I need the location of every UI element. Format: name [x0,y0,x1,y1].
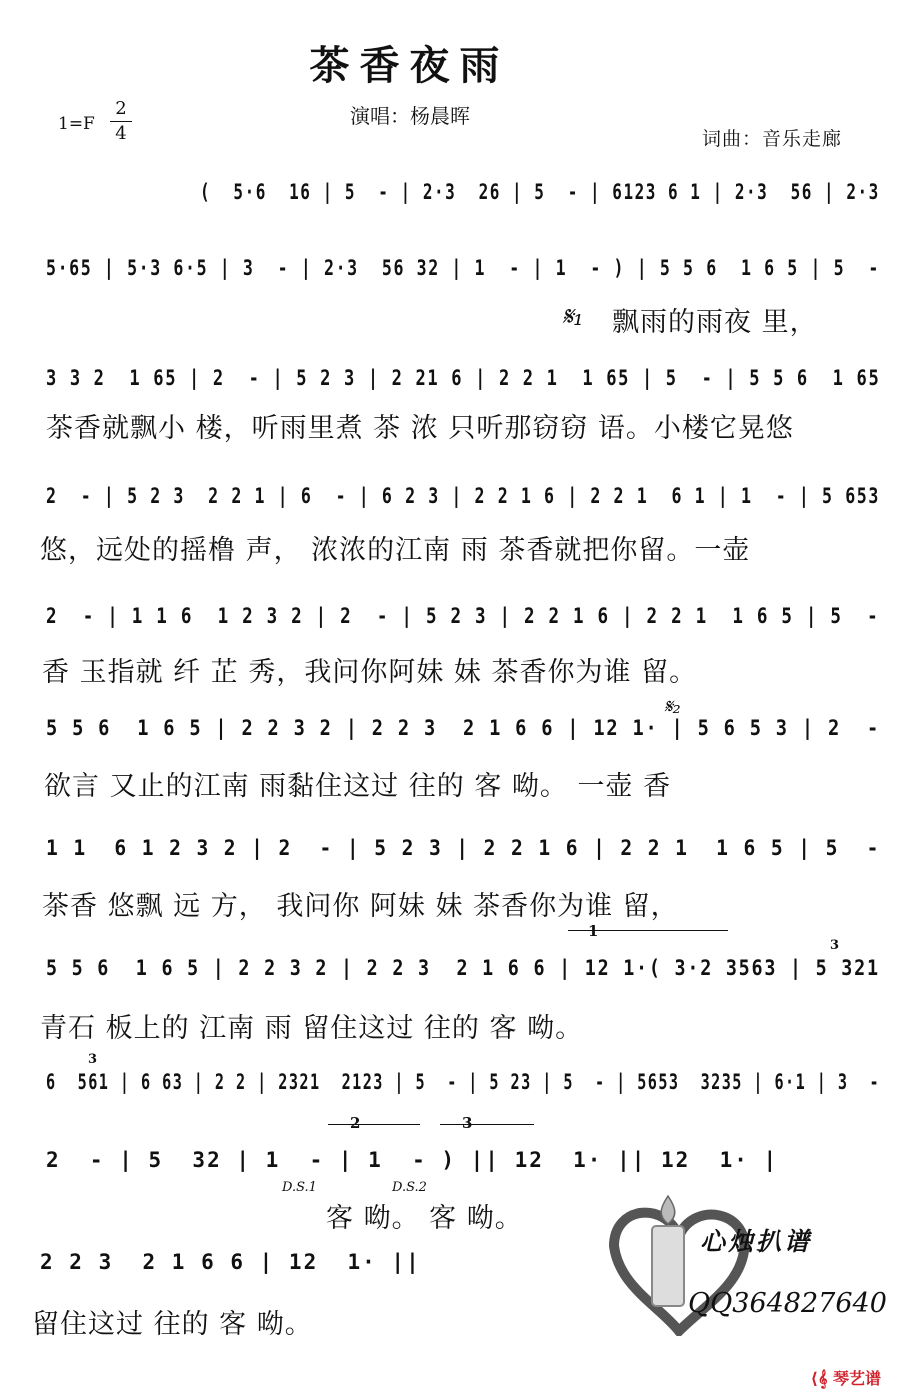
segno-1-mark: 𝄋₁ [562,302,584,332]
notes-line-5: 2 - | 1 1 6 1 2 3 2 | 2 - | 5 2 3 | 2 2 1 6 | 2 2 1 1 6 5 | 5 - [46,604,880,628]
segno-2-mark: 𝄋₂ [664,694,681,718]
triplet-mark-2: 3 [88,1052,98,1067]
composer-credit: 词曲：音乐走廊 [702,128,843,150]
score-line-9 [0,1070,899,1120]
volta-3-bracket [440,1124,534,1125]
lyrics-line-4: 悠，远处的摇橹 声， 浓浓的江南 雨 茶香就把你留。一壶 [40,535,751,566]
time-signature-top: 2 [115,98,127,119]
notes-line-4: 2 - | 5 2 3 2 2 1 | 6 - | 6 2 3 | 2 2 1 6 | 2 2 1 6 1 | 1 - | 5 653 [46,484,880,508]
notes-line-8: 5 5 6 1 6 5 | 2 2 3 2 | 2 2 3 2 1 6 6 | 12 1·( 3·2 3563 | 5 321 [46,956,880,980]
score-line-6 [0,716,899,766]
score-line-8 [0,956,899,1006]
score-line-10 [0,1148,899,1198]
score-line-5 [0,604,899,654]
lyrics-line-3: 茶香就飘小 楼，听雨里煮 茶 浓 只听那窃窃 语。小楼它晃悠 [46,413,794,444]
volta-2-bracket [328,1124,420,1125]
time-signature-bottom: 4 [115,123,127,144]
lyrics-line-11: 留住这过 往的 客 呦。 [32,1309,313,1340]
notes-line-2: 5·65 | 5·3 6·5 | 3 - | 2·3 56 32 | 1 - | 1 - ) | 5 5 6 1 6 5 | 5 - [46,256,880,280]
lyrics-line-2: 飘雨的雨夜 里， [612,307,818,338]
notes-line-3: 3 3 2 1 65 | 2 - | 5 2 3 | 2 21 6 | 2 2 1 1 65 | 5 - | 5 5 6 1 65 [46,366,881,390]
time-signature [110,98,132,145]
lyrics-line-7: 茶香 悠飘 远 方， 我问你 阿妹 妹 茶香你为谁 留， [42,891,679,922]
time-signature-line [110,121,132,122]
notes-line-10: 2 - | 5 32 | 1 - | 1 - ) || 12 1· || 12 1· | [46,1148,779,1172]
singer-credit: 演唱：杨晨晖 [350,104,470,128]
ds1-mark: D.S.1 [282,1180,317,1195]
notes-line-6: 5 5 6 1 6 5 | 2 2 3 2 | 2 2 3 2 1 6 6 | 12 1· | 5 6 5 3 | 2 - [46,716,881,740]
volta-3-number: 3 [462,1114,473,1132]
brand-logo [811,1366,881,1389]
logo-text: 心烛扒谱 [700,1227,813,1256]
key-signature: 1=F [58,114,95,134]
lyrics-line-6: 欲言 又止的江南 雨黏住这过 往的 客 呦。 一壶 香 [44,771,672,802]
volta-1-number: 1 [588,922,599,940]
volta-2-number: 2 [350,1114,361,1132]
brand-text: 琴艺谱 [832,1369,881,1388]
lyrics-line-5: 香 玉指就 纤 芷 秀，我问你阿妹 妹 茶香你为谁 留。 [42,657,698,688]
score-line-4 [0,484,899,534]
brand-icon: ⟨𝄞 [810,1369,828,1388]
notes-line-7: 1 1 6 1 2 3 2 | 2 - | 5 2 3 | 2 2 1 6 | 2 2 1 1 6 5 | 5 - [46,836,881,860]
notes-line-9: 6 561 | 6 63 | 2 2 | 2321 2123 | 5 - | 5 23 | 5 - | 5653 3235 | 6·1 | 3 - [46,1070,881,1094]
triplet-mark-1: 3 [830,938,840,953]
notes-line-1: ( 5·6 16 | 5 - | 2·3 26 | 5 - | 6123 6 1 | 2·3 56 | 2·3 [200,180,880,204]
qq-contact: QQ364827640 [688,1288,887,1319]
ds2-mark: D.S.2 [392,1180,427,1195]
lyrics-line-10: 客 呦。 客 呦。 [326,1203,523,1234]
lyrics-line-8: 青石 板上的 江南 雨 留住这过 往的 客 呦。 [40,1013,584,1044]
notes-line-11: 2 2 3 2 1 6 6 | 12 1· || [40,1250,421,1274]
score-line-2 [0,256,899,306]
score-line-7 [0,836,899,886]
song-title: 茶香夜雨 [309,42,510,89]
score-line-1 [0,180,899,230]
